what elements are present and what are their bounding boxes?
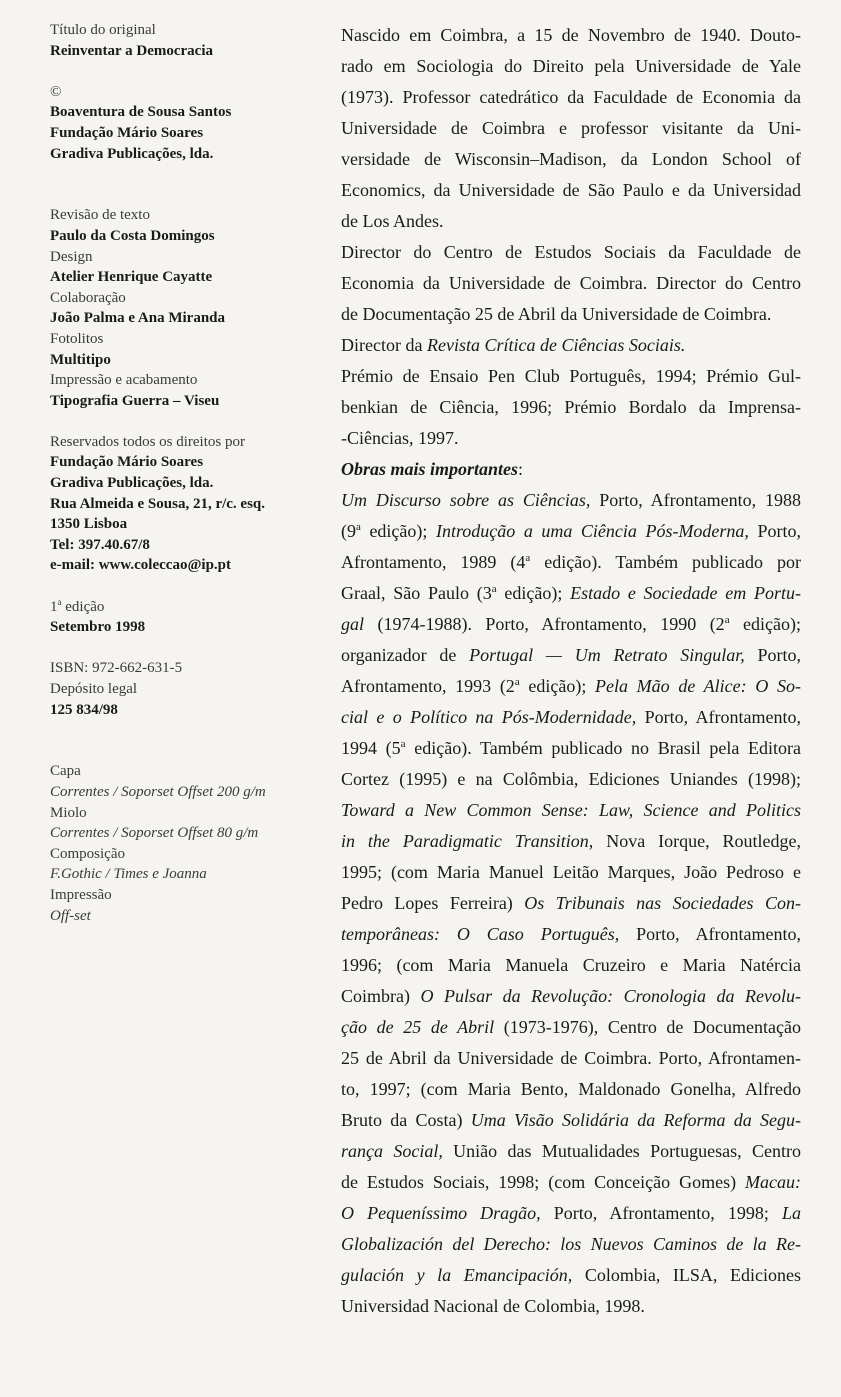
bio-text: Economia da Universidade de Coimbra. Director do Centro (341, 273, 801, 293)
bio-line (341, 485, 801, 516)
bio-text: de Documentação 25 de Abril da Universidade de Coimbra. (341, 304, 772, 324)
bio-line (341, 516, 801, 547)
bio-line (341, 51, 801, 82)
bio-line (341, 175, 801, 206)
colophon-column (50, 20, 320, 926)
bio-text: Porto, Afrontamento, 1998; (540, 1203, 782, 1223)
bio-text: Nascido em Coimbra, a 15 de Novembro de 1940. Douto- (341, 25, 801, 45)
bio-italic-text: O Pulsar da Revolução: Cronologia da Revolu- (420, 986, 801, 1006)
bio-text: Porto, (748, 521, 801, 541)
bio-text: (9 (341, 521, 356, 541)
bio-line (341, 1105, 801, 1136)
credit-label: Colaboração (50, 289, 126, 306)
bio-italic-text: rança Social, (341, 1141, 443, 1161)
bio-italic-text: Globalización del Derecho: los Nuevos Caminos de la Re- (341, 1234, 801, 1254)
copyright-holder: Boaventura de Sousa Santos (50, 104, 232, 121)
bio-text: Graal, São Paulo (3 (341, 583, 492, 603)
bio-line (341, 1012, 801, 1043)
material-label: Composição (50, 845, 125, 862)
copyright-holder: Fundação Mário Soares (50, 124, 204, 141)
bio-italic-text: O Pequeníssimo Dragão, (341, 1203, 541, 1223)
bio-text: Bruto da Costa) (341, 1110, 471, 1130)
bio-line (341, 1043, 801, 1074)
bio-line (341, 1198, 801, 1229)
bio-text: Pedro Lopes Ferreira) (341, 893, 525, 913)
material-value: F.Gothic / Times e Joanna (50, 866, 207, 883)
bio-text: : (518, 459, 524, 479)
bio-italic-text: Macau: (745, 1172, 801, 1192)
bio-text: União das Mutualidades Portuguesas, Centro (442, 1141, 801, 1161)
isbn: ISBN: 972-662-631-5 (50, 660, 183, 677)
bio-line (341, 1229, 801, 1260)
copyright-symbol: © (50, 83, 62, 100)
bio-italic-text: Portugal — Um Retrato Singular, (469, 645, 745, 665)
bio-line (341, 454, 801, 485)
bio-text: edição); (729, 614, 801, 634)
bio-text: Porto, Afrontamento, (619, 924, 801, 944)
bio-text: Cortez (1995) e na Colômbia, Ediciones Uniandes (1998); (341, 769, 801, 789)
bio-text: Prémio de Ensaio Pen Club Português, 1994; Prémio Gul- (341, 366, 801, 386)
bio-text: Afrontamento, 1989 (4 (341, 552, 526, 572)
edition-label: edição (61, 598, 105, 615)
bio-text: benkian de Ciência, 1996; Prémio Bordalo da Imprensa- (341, 397, 801, 417)
bio-line (341, 671, 801, 702)
edition-line (50, 597, 320, 618)
bio-text: edição). Também publicado no Brasil pela Editora (405, 738, 802, 758)
bio-italic-text: gal (341, 614, 365, 634)
material-value: Off-set (50, 907, 91, 924)
bio-italic-text: Estado e Sociedade em Portu- (570, 583, 802, 603)
legal-deposit-label: Depósito legal (50, 681, 138, 697)
bio-text: Nova Iorque, Routledge, (593, 831, 801, 851)
biography-column (341, 20, 801, 1322)
bio-line (341, 1136, 801, 1167)
bio-text: edição); (360, 521, 436, 541)
bio-line (341, 20, 801, 51)
bio-superscript: a (400, 738, 406, 750)
bio-line (341, 1260, 801, 1291)
bio-line (341, 919, 801, 950)
bio-line (341, 206, 801, 237)
bio-line (341, 144, 801, 175)
bio-italic-text: Revista Crítica de Ciências Sociais. (426, 335, 686, 355)
bio-line (341, 1167, 801, 1198)
original-title-label: Título do original (50, 22, 156, 38)
bio-text: Colombia, ILSA, Ediciones (572, 1265, 801, 1285)
material-label: Miolo (50, 804, 87, 821)
bio-italic-text: gulación y la Emancipación, (341, 1265, 573, 1285)
credit-label: Impressão e acabamento (50, 372, 198, 389)
bio-text: versidade de Wisconsin–Madison, da London School of (341, 149, 801, 169)
bio-line (341, 578, 801, 609)
material-value: Correntes / Soporset Offset 80 g/m (50, 825, 259, 842)
bio-line (341, 1291, 801, 1322)
credit-label: Design (50, 248, 93, 265)
material-label: Capa (50, 763, 81, 780)
edition-number: 1 (50, 598, 58, 615)
rights-holder-line: Fundação Mário Soares (50, 454, 204, 471)
bio-text: 1995; (com Maria Manuel Leitão Marques, João Pedroso e (341, 862, 801, 882)
bio-superscript: a (514, 676, 520, 688)
bio-line (341, 268, 801, 299)
bio-italic-text: temporâneas: O Caso Português, (341, 924, 620, 944)
bio-line (341, 330, 801, 361)
bio-text: (1973). Professor catedrático da Faculdade de Economia da (341, 87, 801, 107)
rights-label: Reservados todos os direitos por (50, 433, 245, 450)
bio-italic-text: ção de 25 de Abril (341, 1017, 495, 1037)
bio-text: Porto, (744, 645, 801, 665)
bio-text: Director da (341, 335, 427, 355)
bio-line (341, 237, 801, 268)
credit-value: Tipografia Guerra – Viseu (50, 392, 220, 409)
bio-text: Economics, da Universidade de São Paulo e da Universidad (341, 180, 801, 200)
bio-text: Director do Centro de Estudos Sociais da Faculdade de (341, 242, 801, 262)
bio-line (341, 423, 801, 454)
bio-text: to, 1997; (com Maria Bento, Maldonado Gonelha, Alfredo (341, 1079, 801, 1099)
original-title: Reinventar a Democracia (50, 42, 214, 59)
bio-italic-text: La (781, 1203, 801, 1223)
legal-deposit: 125 834/98 (50, 701, 118, 718)
bio-text: edição); (519, 676, 596, 696)
credit-value: João Palma e Ana Miranda (50, 310, 225, 327)
bio-superscript: a (724, 614, 730, 626)
bio-italic-text: cial e o Político na Pós-Modernidade, (341, 707, 637, 727)
bio-text: organizador de (341, 645, 470, 665)
rights-holder-line: Rua Almeida e Sousa, 21, r/c. esq. (50, 495, 266, 512)
bio-italic-text: Um Discurso sobre as Ciências, (341, 490, 591, 510)
bio-line (341, 82, 801, 113)
bio-text: (1973-1976), Centro de Documentação (494, 1017, 801, 1037)
rights-holder-line: 1350 Lisboa (50, 516, 128, 533)
credit-value: Paulo da Costa Domingos (50, 227, 215, 244)
bio-line (341, 795, 801, 826)
bio-text: edição); (496, 583, 571, 603)
bio-text: de Los Andes. (341, 211, 444, 231)
rights-holder-line: Gradiva Publicações, lda. (50, 475, 214, 492)
bio-text: 25 de Abril da Universidade de Coimbra. Porto, Afrontamen- (341, 1048, 801, 1068)
bio-italic-text: Toward a New Common Sense: Law, Science and Politics (341, 800, 801, 820)
edition-superscript: a (57, 596, 62, 607)
bio-text: (1974-1988). Porto, Afrontamento, 1990 (2 (364, 614, 725, 634)
bio-text: -Ciências, 1997. (341, 428, 459, 448)
bio-text: Porto, Afrontamento, 1988 (590, 490, 801, 510)
bio-superscript: a (525, 552, 531, 564)
bio-line (341, 950, 801, 981)
bio-text: edição). Também publicado por (530, 552, 801, 572)
material-value: Correntes / Soporset Offset 200 g/m (50, 783, 266, 800)
bio-line (341, 826, 801, 857)
copyright-holder: Gradiva Publicações, lda. (50, 145, 214, 162)
bio-line (341, 609, 801, 640)
bio-line (341, 392, 801, 423)
credit-label: Fotolitos (50, 330, 104, 347)
bio-superscript: a (356, 521, 361, 533)
rights-holder-line: e-mail: www.coleccao@ip.pt (50, 557, 231, 574)
bio-text: 1996; (com Maria Manuela Cruzeiro e Maria Natércia (341, 955, 801, 975)
bio-line (341, 299, 801, 330)
bio-text: Afrontamento, 1993 (2 (341, 676, 515, 696)
bio-text: Porto, Afrontamento, (636, 707, 801, 727)
bio-line (341, 888, 801, 919)
bio-italic-text: Uma Visão Solidária da Reforma da Segu- (470, 1110, 801, 1130)
bio-line (341, 1074, 801, 1105)
bio-text: de Estudos Sociais, 1998; (com Conceição Gomes) (341, 1172, 746, 1192)
bio-text: 1994 (5 (341, 738, 401, 758)
material-label: Impressão (50, 886, 112, 903)
credit-value: Multitipo (50, 351, 111, 368)
rights-holder-line: Tel: 397.40.67/8 (50, 536, 150, 553)
bio-line (341, 113, 801, 144)
credit-value: Atelier Henrique Cayatte (50, 269, 213, 286)
edition-date: Setembro 1998 (50, 619, 146, 636)
works-heading: Obras mais importantes (341, 459, 519, 479)
bio-italic-text: in the Paradigmatic Transition, (341, 831, 594, 851)
bio-line (341, 640, 801, 671)
bio-superscript: a (491, 583, 497, 595)
bio-line (341, 733, 801, 764)
bio-text: rado em Sociologia do Direito pela Universidade de Yale (341, 56, 801, 76)
bio-text: Universidade de Coimbra e professor visitante da Uni- (341, 118, 801, 138)
bio-line (341, 702, 801, 733)
bio-line (341, 764, 801, 795)
bio-italic-text: Pela Mão de Alice: O So- (595, 676, 801, 696)
bio-line (341, 361, 801, 392)
bio-text: Universidad Nacional de Colombia, 1998. (341, 1296, 645, 1316)
bio-line (341, 981, 801, 1012)
bio-text: Coimbra) (341, 986, 421, 1006)
credit-label: Revisão de texto (50, 207, 150, 224)
bio-italic-text: Introdução a uma Ciência Pós-Moderna, (435, 521, 749, 541)
bio-line (341, 857, 801, 888)
bio-line (341, 547, 801, 578)
bio-italic-text: Os Tribunais nas Sociedades Con- (524, 893, 801, 913)
